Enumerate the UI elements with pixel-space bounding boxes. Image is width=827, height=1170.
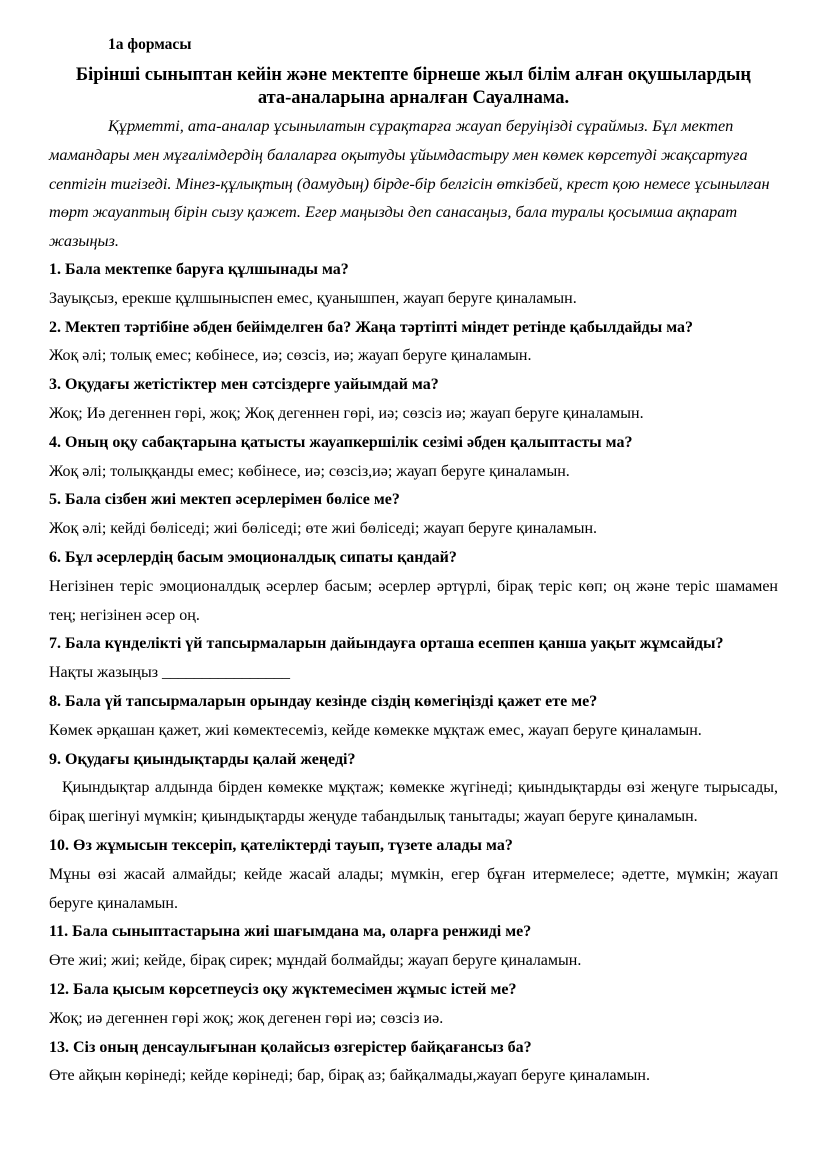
question-2: 2. Мектеп тәртібіне әбден бейімделген ба? Жаңа тәртіпті міндет ретінде қабылдайды ма? [49, 318, 694, 336]
answer-3: Жоқ; Иә дегеннен гөрі, жоқ; Жоқ дегеннен гөрі, иә; сөзсіз иә; жауап беруге қиналамын. [49, 404, 644, 422]
answer-8: Көмек әрқашан қажет, жиі көмектесеміз, кейде көмекке мұқтаж емес, жауап беруге қиналамын. [49, 721, 702, 739]
question-7: 7. Бала күнделікті үй тапсырмаларын дайындауға орташа есеппен қанша уақыт жұмсайды? [49, 635, 724, 653]
question-12: 12. Бала қысым көрсетпеусіз оқу жүктемесімен жұмыс істей ме? [49, 980, 517, 998]
answer-6: Негізінен теріс эмоционалдық әсерлер басым; әсерлер әртүрлі, бірақ теріс көп; оң және теріс шамамен тең; негізінен әсер оң. [49, 577, 778, 624]
question-13: 13. Сіз оның денсаулығынан қолайсыз өзгерістер байқағансыз ба? [49, 1038, 532, 1056]
form-number-label: 1а формасы [108, 36, 192, 53]
answer-11: Өте жиі; жиі; кейде, бірақ сирек; мұндай болмайды; жауап беруге қиналамын. [49, 952, 582, 970]
question-4: 4. Оның оқу сабақтарына қатысты жауапкершілік сезімі әбден қалыптасты ма? [49, 433, 633, 451]
question-5: 5. Бала сізбен жиі мектеп әсерлерімен бөлісе ме? [49, 491, 400, 509]
page-title-line1: Бірінші сыныптан кейін және мектепте бірнеше жыл білім алған оқушылардың [75, 65, 752, 85]
questionnaire [49, 256, 778, 1091]
question-11: 11. Бала сыныптастарына жиі шағымдана ма, оларға ренжиді ме? [49, 923, 532, 941]
intro-paragraph: Құрметті, ата-аналар ұсынылатын сұрақтарға жауап беруіңізді сұраймыз. Бұл мектеп мамандары мен мұғалімдердің балаларға оқытуды ұйымдастыру мен көмек көрсетуді жақсартуға септігін тигізеді. Мінез-құлықтың (дамудың) бірде-бір белгісін өткізбей, крест қою немесе ұсынылған төрт жауаптың бірін сызу қажет. Егер маңызды деп санасаңыз, бала туралы қосымша ақпарат жазыңыз. [49, 116, 770, 251]
answer-7-blank-line: Нақты жазыңыз ________________ [49, 664, 291, 682]
question-9: 9. Оқудағы қиындықтарды қалай жеңеді? [49, 750, 356, 768]
question-3: 3. Оқудағы жетістіктер мен сәтсіздерге уайымдай ма? [49, 376, 439, 394]
answer-5: Жоқ әлі; кейді бөліседі; жиі бөліседі; өте жиі бөліседі; жауап беруге қиналамын. [49, 520, 598, 538]
question-10: 10. Өз жұмысын тексеріп, қателіктерді тауып, түзете алады ма? [49, 836, 513, 854]
question-1: 1. Бала мектепке баруға құлшынады ма? [49, 260, 349, 278]
answer-13: Өте айқын көрінеді; кейде көрінеді; бар, бірақ аз; байқалмады,жауап беруге қиналамын. [49, 1067, 650, 1085]
answer-10: Мұны өзі жасай алмайды; кейде жасай алады; мүмкін, егер бұған итермелесе; әдетте, мүмкін; жауап беруге қиналамын. [49, 865, 778, 912]
answer-1: Зауықсыз, ерекше құлшыныспен емес, қуанышпен, жауап беруге қиналамын. [49, 289, 577, 307]
answer-9: Қиындықтар алдында бірден көмекке мұқтаж; көмекке жүгінеді; қиындықтарды өзі жеңуге тырысады, бірақ шегінуі мүмкін; қиындықтарды жеңуде табандылық танытады; жауап беруге қиналамын. [49, 779, 778, 826]
answer-12: Жоқ; иә дегеннен гөрі жоқ; жоқ дегенен гөрі иә; сөзсіз иә. [49, 1009, 444, 1027]
page-title [49, 64, 778, 110]
question-6: 6. Бұл әсерлердің басым эмоционалдық сипаты қандай? [49, 548, 457, 566]
answer-4: Жоқ әлі; толыққанды емес; көбінесе, иә; сөзсіз,иә; жауап беруге қиналамын. [49, 462, 570, 480]
page-title-line2: ата-аналарына арналған Сауалнама. [257, 88, 570, 108]
question-8: 8. Бала үй тапсырмаларын орындау кезінде сіздің көмегіңізді қажет ете ме? [49, 692, 598, 710]
answer-2: Жоқ әлі; толық емес; көбінесе, иә; сөзсіз, иә; жауап беруге қиналамын. [49, 347, 532, 365]
